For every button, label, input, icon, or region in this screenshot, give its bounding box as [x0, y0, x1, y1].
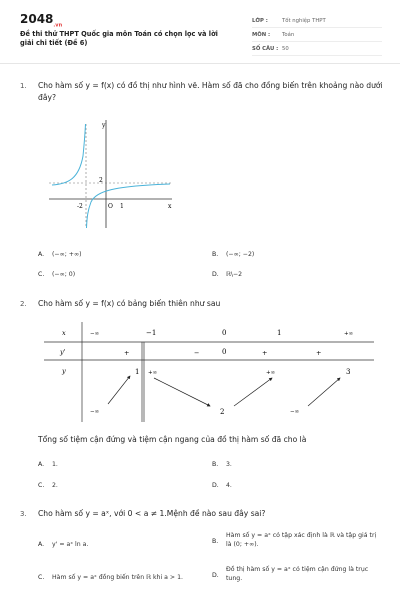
svg-text:O: O [108, 203, 113, 210]
svg-text:−∞: −∞ [90, 331, 100, 337]
exam-title: Đề thi thử THPT Quốc gia môn Toán có chọn lọc và lời giải chi tiết (Đề 6) [20, 30, 218, 47]
question-2-prompt: Tổng số tiệm cận đứng và tiệm cận ngang của đồ thị hàm số đã cho là [38, 435, 307, 444]
svg-text:y': y' [60, 348, 66, 356]
header [0, 0, 400, 64]
svg-text:0: 0 [222, 348, 227, 356]
q2-option-c[interactable]: C. 2. [38, 482, 58, 489]
svg-text:−∞: −∞ [290, 409, 300, 415]
question-3-text: Cho hàm số y = aˣ, với 0 < a ≠ 1.Mệnh đề nào sau đây sai? [38, 509, 266, 518]
svg-text:+∞: +∞ [266, 370, 276, 376]
svg-text:-2: -2 [77, 203, 83, 210]
svg-text:y: y [62, 367, 66, 375]
q1-option-d[interactable]: D. ℝ\−2 [212, 271, 243, 278]
q1-option-b[interactable]: B. (−∞; −2) [212, 251, 255, 258]
q3-option-d[interactable]: D. Đồ thị hàm số y = aˣ có tiệm cận đứng là trục tung. [212, 566, 369, 582]
svg-text:1: 1 [120, 203, 124, 210]
q2-option-d[interactable]: D. 4. [212, 482, 232, 489]
site-logo[interactable]: $2048_{.vn}$ [20, 12, 63, 29]
svg-text:−∞: −∞ [90, 409, 100, 415]
svg-text:+∞: +∞ [344, 331, 354, 337]
svg-text:−1: −1 [146, 329, 157, 337]
svg-text:x: x [168, 203, 172, 210]
q3-option-c[interactable]: C. Hàm số y = aˣ đồng biến trên ℝ khi a > 1. [38, 574, 183, 581]
question-2-text: Cho hàm số y = f(x) có bảng biến thiên như sau [38, 299, 221, 308]
svg-text:+∞: +∞ [148, 370, 158, 376]
meta-row-subject: MÔN : Toán [252, 28, 382, 42]
svg-text:3: 3 [346, 368, 351, 376]
svg-text:2: 2 [220, 408, 225, 416]
svg-text:1: 1 [277, 329, 282, 337]
exam-meta [252, 14, 382, 56]
q1-option-c[interactable]: C. (−∞; 0) [38, 271, 76, 278]
svg-text:−: − [194, 349, 200, 357]
question-3: 3. Cho hàm số y = aˣ, với 0 < a ≠ 1.Mệnh đề nào sau đây sai? [20, 508, 380, 522]
q2-option-a[interactable]: A. 1. [38, 461, 58, 468]
variation-table [44, 322, 374, 422]
question-1-text: Cho hàm số y = f(x) có đồ thị như hình vẽ. Hàm số đã cho đồng biến trên khoảng nào dưới đây? [38, 81, 383, 102]
meta-row-class: LỚP : Tốt nghiệp THPT [252, 14, 382, 28]
question-1-graph [44, 116, 179, 231]
question-2: 2. Cho hàm số y = f(x) có bảng biến thiên như sau [20, 298, 380, 312]
q3-option-a[interactable]: A. y' = aˣ ln a. [38, 541, 89, 548]
meta-row-count: SỐ CÂU : 50 [252, 42, 382, 56]
q3-option-b[interactable]: B. Hàm số y = aˣ có tập xác định là ℝ và tập giá trị là (0; +∞). [212, 532, 377, 548]
q2-option-b[interactable]: B. 3. [212, 461, 232, 468]
svg-text:x: x [62, 329, 66, 337]
svg-text:1: 1 [135, 368, 140, 376]
svg-text:+: + [124, 349, 130, 357]
svg-text:+: + [262, 349, 268, 357]
question-1: 1. Cho hàm số y = f(x) có đồ thị như hình vẽ. Hàm số đã cho đồng biến trên khoảng nào dưới đây? [20, 80, 380, 110]
svg-text:y: y [102, 122, 106, 129]
q1-option-a[interactable]: A. (−∞; +∞) [38, 251, 82, 258]
svg-text:0: 0 [222, 329, 227, 337]
svg-text:+: + [316, 349, 322, 357]
svg-text:2: 2 [99, 177, 103, 184]
